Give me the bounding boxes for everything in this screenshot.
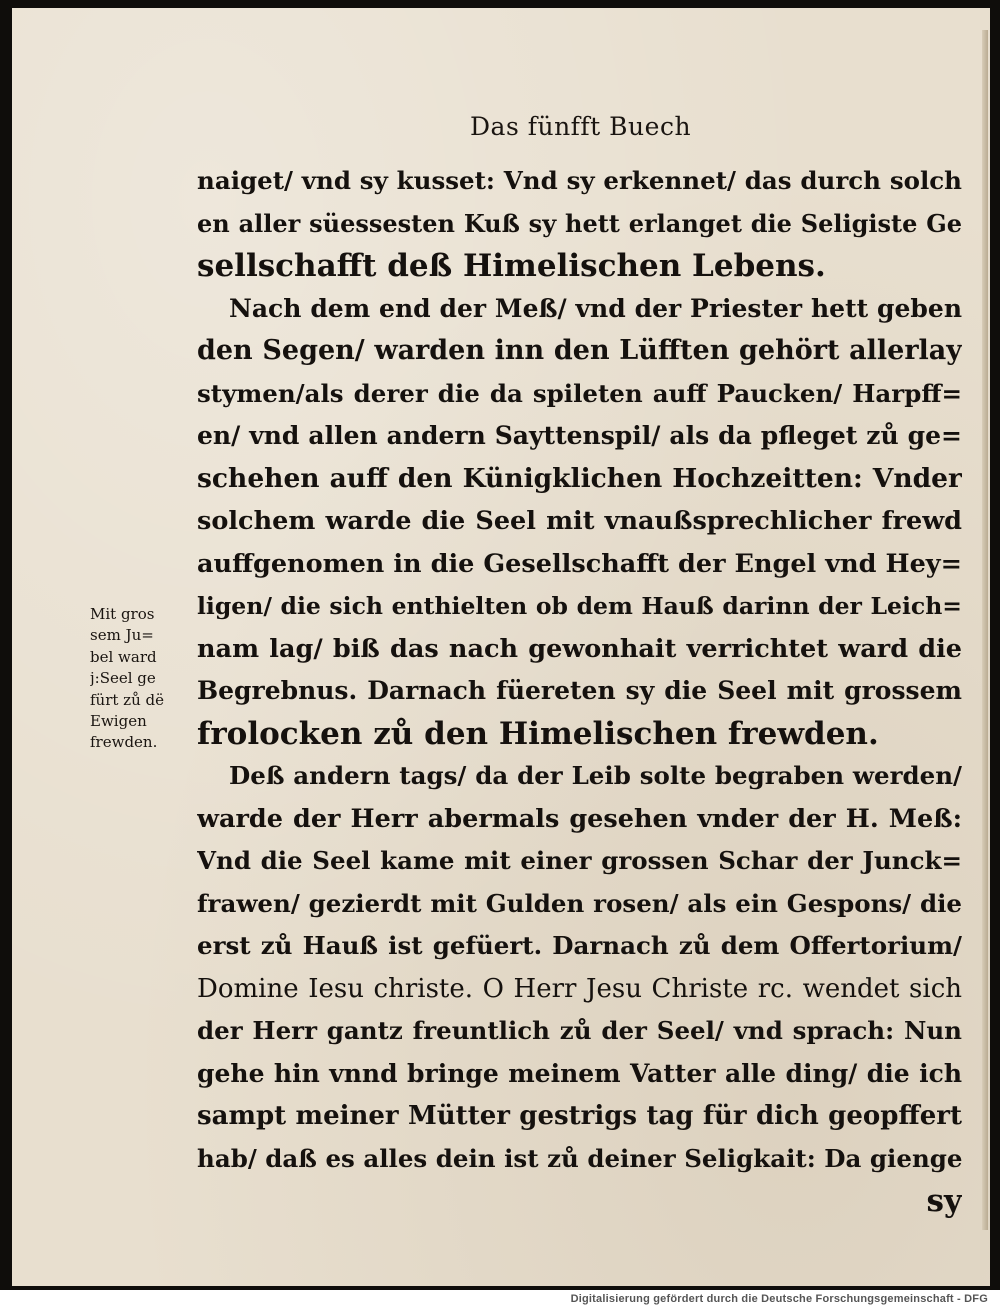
dfg-credit: Digitalisierung gefördert durch die Deutsche Forschungsgemeinschaft - DFG [570,1293,988,1305]
text-line: Deß andern tags/ da der Leib solte begraben werden/ [229,761,962,790]
text-line: stymen/als derer die da spileten auff Paucken/ Harpff= [197,378,962,408]
text-line: sampt meiner Mütter gestrigs tag für dich geopffert [197,1101,962,1131]
text-line: Nach dem end der Meß/ vnd der Priester hett geben [229,293,962,323]
text-line: schehen auff den Künigklichen Hochzeitten: Vnder [197,462,962,494]
text-line: en aller süessesten Kuß sy hett erlanget die Seligiste Ge [197,208,962,238]
marginal-line: sem Ju= [90,626,154,645]
text-line: warde der Herr abermals gesehen vnder der H. Meß: [197,803,962,834]
main-text-block [197,160,962,1223]
footer-bar [0,1290,1000,1311]
page-edge [982,30,988,1230]
text-line: Domine Iesu christe. O Herr Jesu Christe rc. wendet sich [197,973,962,1004]
text-line: Begrebnus. Darnach füereten sy die Seel mit grossem [197,676,962,705]
marginal-line: Mit gros [90,605,155,623]
text-line: hab/ daß es alles dein ist zů deiner Seligkait: Da gienge [197,1143,962,1173]
marginal-line: bel ward [90,647,157,666]
text-line: sellschafft deß Himelischen Lebens. [197,248,826,284]
text-line: naiget/ vnd sy kusset: Vnd sy erkennet/ das durch solch [197,166,962,195]
marginal-line: frewden. [90,733,158,752]
text-line: frawen/ gezierdt mit Gulden rosen/ als ein Gespons/ die [197,888,962,918]
text-line: ligen/ die sich enthielten ob dem Hauß darinn der Leich= [197,592,962,620]
running-head: Das fünfft Buech [470,112,692,141]
text-line: en/ vnd allen andern Sayttenspil/ als da pfleget zů ge= [197,421,962,450]
text-line: frolocken zů den Himelischen frewden. [197,715,879,752]
marginal-line: fürt zů dë [90,690,164,709]
text-line: solchem warde die Seel mit vnaußsprechlicher frewd [197,506,962,536]
catchword: sy [926,1183,962,1219]
marginal-note [90,604,192,754]
text-line: gehe hin vnnd bringe meinem Vatter alle ding/ die ich [197,1058,962,1088]
text-line: den Segen/ warden inn den Lüfften gehört allerlay [197,335,962,366]
marginal-line: Ewigen [90,711,147,730]
marginal-line: j:Seel ge [90,669,156,688]
text-line: Vnd die Seel kame mit einer grossen Schar der Junck= [197,846,962,875]
text-line: erst zů Hauß ist gefüert. Darnach zů dem Offertorium/ [197,931,962,960]
text-line: nam lag/ biß das nach gewonhait verrichtet ward die [197,633,962,664]
text-line: der Herr gantz freuntlich zů der Seel/ vnd sprach: Nun [197,1016,962,1045]
text-line: auffgenomen in die Gesellschafft der Engel vnd Hey= [197,548,962,579]
